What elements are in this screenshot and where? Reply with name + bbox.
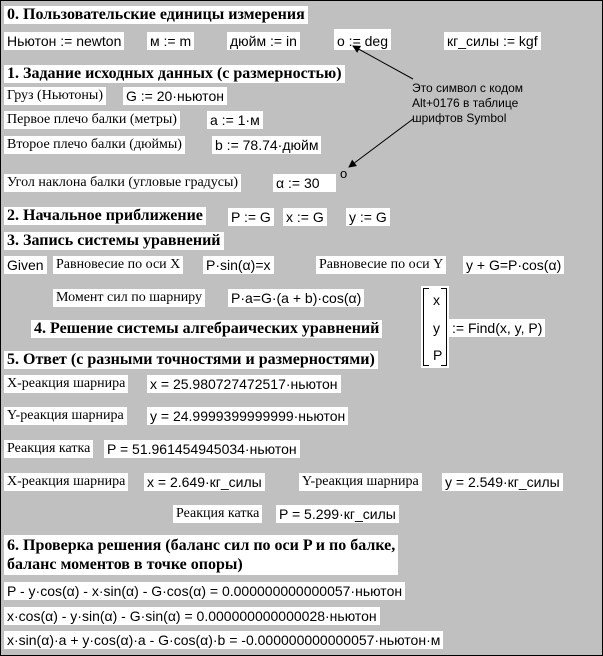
check-moment-balance[interactable]: x·sin(α)·a + y·cos(α)·a - G·cos(α)·b = -0.000000000000057·ньютон·м	[4, 631, 443, 649]
degree-superscript: o	[340, 166, 348, 181]
note-line-2: Alt+0176 в таблице	[412, 96, 519, 110]
unit-meter-definition[interactable]: м := m	[147, 32, 194, 50]
arm1-label[interactable]: Первое плечо балки (метры)	[4, 111, 180, 129]
angle-equation: α := 30	[276, 175, 320, 191]
x-reaction-value[interactable]: x = 25.980727472517·ньютон	[147, 375, 341, 393]
unit-kgf-definition[interactable]: кг_силы := kgf	[444, 32, 541, 50]
unit-inch-definition[interactable]: дюйм := in	[227, 32, 300, 50]
x-reaction-kgf-value[interactable]: x = 2.649·кг_силы	[144, 473, 265, 491]
note-line-1: Это символ с кодом	[412, 81, 523, 95]
load-definition[interactable]: G := 20·ньютон	[123, 87, 227, 105]
x-reaction-kgf-label[interactable]: X-реакция шарнира	[4, 473, 128, 491]
arrow-to-degree-unit	[353, 46, 413, 79]
y-reaction-label[interactable]: Y-реакция шарнира	[4, 407, 127, 425]
equilibrium-y-label[interactable]: Равновесие по оси Y	[316, 256, 446, 274]
equilibrium-y-equation[interactable]: y + G=P·cos(α)	[463, 256, 564, 274]
section0-title[interactable]: 0. Пользовательские единицы измерения	[4, 6, 308, 24]
arrow-to-degree-superscript	[349, 119, 413, 167]
roller-reaction-kgf-value[interactable]: P = 5.299·кг_силы	[276, 505, 399, 523]
initial-x[interactable]: x := G	[283, 208, 327, 226]
equilibrium-x-equation[interactable]: P·sin(α)=x	[203, 256, 274, 274]
find-call[interactable]: := Find(x, y, P)	[449, 319, 545, 337]
section2-title[interactable]: 2. Начальное приближение	[4, 207, 206, 225]
section5-title[interactable]: 5. Ответ (с разными точностями и размерностями)	[4, 351, 378, 369]
unit-newton-definition[interactable]: Ньютон := newton	[4, 32, 124, 50]
annotation-arrows	[1, 1, 602, 655]
y-reaction-kgf-value[interactable]: y = 2.549·кг_силы	[442, 473, 563, 491]
y-reaction-value[interactable]: y = 24.9999399999999·ньютон	[147, 407, 348, 425]
section6-title-line2: баланс моментов в точке опоры)	[7, 556, 243, 573]
arm1-definition[interactable]: a := 1·м	[207, 111, 263, 129]
roller-reaction-kgf-label[interactable]: Реакция катка	[173, 505, 262, 523]
arm2-definition[interactable]: b := 78.74·дюйм	[212, 136, 321, 154]
note-line-3: шрифтов Symbol	[412, 111, 507, 125]
arm2-label[interactable]: Второе плечо балки (дюймы)	[4, 136, 185, 154]
roller-reaction-label[interactable]: Реакция катка	[4, 440, 93, 458]
roller-reaction-value[interactable]: P = 51.961454945034·ньютон	[104, 440, 300, 458]
x-reaction-label[interactable]: X-реакция шарнира	[4, 375, 128, 393]
section3-title[interactable]: 3. Запись системы уравнений	[4, 232, 224, 250]
equilibrium-x-label[interactable]: Равновесие по оси X	[53, 256, 183, 274]
section1-title[interactable]: 1. Задание исходных данных (с размерностью)	[4, 65, 345, 83]
vector-x: x	[433, 292, 440, 308]
check-force-balance-beam[interactable]: x·cos(α) - y·sin(α) - G·sin(α) = 0.000000000000028·ньютон	[4, 607, 380, 625]
load-label[interactable]: Груз (Ньютоны)	[4, 87, 106, 105]
check-force-balance-p[interactable]: P - y·cos(α) - x·sin(α) - G·cos(α) = 0.000000000000057·ньютон	[4, 582, 405, 600]
moment-label[interactable]: Момент сил по шарниру	[53, 289, 205, 307]
given-keyword[interactable]: Given	[4, 256, 47, 274]
section6-title-line1: 6. Проверка решения (баланс сил по оси P и по балке,	[7, 537, 396, 554]
y-reaction-kgf-label[interactable]: Y-реакция шарнира	[299, 473, 422, 491]
section4-title[interactable]: 4. Решение системы алгебраических уравнений	[31, 320, 382, 338]
initial-y[interactable]: y := G	[346, 208, 390, 226]
vector-y: y	[433, 320, 440, 336]
angle-label[interactable]: Угол наклона балки (угловые градусы)	[4, 174, 241, 192]
vector-p: P	[433, 347, 443, 363]
unit-degree-definition[interactable]: o := deg	[334, 29, 391, 50]
initial-p[interactable]: P := G	[228, 208, 274, 226]
moment-equation[interactable]: P·a=G·(a + b)·cos(α)	[228, 289, 364, 307]
